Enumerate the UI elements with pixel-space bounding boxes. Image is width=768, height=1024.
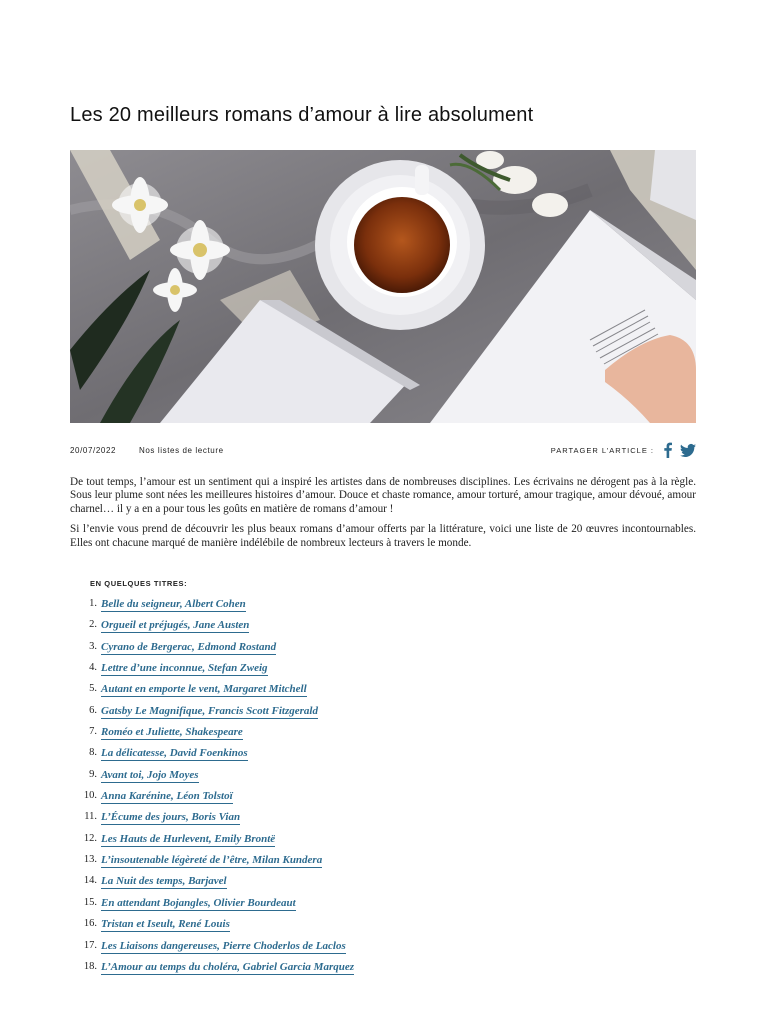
toc-item [70,897,570,918]
toc-number: 5. [89,683,97,695]
toc-link[interactable]: Roméo et Juliette, Shakespeare [101,726,243,739]
share-bar [551,440,696,460]
toc-link[interactable]: Avant toi, Jojo Moyes [101,768,199,781]
share-label: PARTAGER L’ARTICLE : [550,445,654,455]
toc-number: 17. [83,939,97,951]
toc-link[interactable]: Cyrano de Bergerac, Edmond Rostand [101,640,277,653]
intro-paragraph: De tout temps, l’amour est un sentiment qui a inspiré les artistes dans de nombreuses disciplines. Les écrivains ne dérogent pas à la règle. Sous leur plume sont nées les meilleures histoires d’amour. Douce et chaste romance, amour torturé, amour tragique, amour dévoué, amour charnel… il y a en a pour tous les goûts en matière de romans d’amour ! [70,476,696,515]
publish-date: 20/07/2022 [70,446,117,455]
toc-item [70,790,570,811]
twitter-icon[interactable] [680,442,696,458]
toc-number: 12. [83,832,97,844]
intro-paragraph: Si l’envie vous prend de découvrir les plus beaux romans d’amour offerts par la littérature, voici une liste de 20 œuvres incontournables. Elles ont chacune marqué de manière indélébile de nombreux lecteurs à travers le monde. [70,523,696,549]
toc-link[interactable]: Autant en emporte le vent, Margaret Mitchell [101,683,307,696]
category-link[interactable]: Nos listes de lecture [139,446,224,455]
toc-number: 4. [89,662,97,674]
toc-item [70,811,570,832]
toc-item [70,875,570,896]
toc-link[interactable]: Orgueil et préjugés, Jane Austen [101,619,250,632]
toc-item [70,747,570,768]
article-title: Les 20 meilleurs romans d’amour à lire absolument [70,104,534,126]
facebook-icon[interactable] [660,442,676,458]
toc-item [70,833,570,854]
toc-number: 13. [83,854,97,866]
toc-number: 15. [83,896,97,908]
toc-link[interactable]: Gatsby Le Magnifique, Francis Scott Fitzgerald [101,704,318,717]
toc-item [70,918,570,939]
toc-item [70,961,570,982]
toc-link[interactable]: L’insoutenable légèreté de l’être, Milan Kundera [101,854,323,867]
toc-number: 8. [89,747,97,759]
toc-link[interactable]: Tristan et Iseult, René Louis [101,918,230,931]
toc-item [70,726,570,747]
toc-item [70,598,570,619]
toc-link[interactable]: Lettre d’une inconnue, Stefan Zweig [101,662,268,675]
toc-link[interactable]: L’Écume des jours, Boris Vian [101,811,241,824]
toc-link[interactable]: La Nuit des temps, Barjavel [101,875,227,888]
toc-number: 18. [83,960,97,972]
hero-image [70,150,696,423]
toc-item [70,641,570,662]
toc-link[interactable]: La délicatesse, David Foenkinos [101,747,248,760]
toc-number: 9. [89,768,97,780]
toc-item [70,619,570,640]
toc-number: 1. [89,598,97,609]
toc-item [70,683,570,704]
article-intro [70,476,696,557]
toc-link[interactable]: Les Hauts de Hurlevent, Emily Brontë [101,832,276,845]
toc-number: 6. [89,704,97,716]
toc-link[interactable]: Les Liaisons dangereuses, Pierre Choderlos de Laclos [101,939,346,952]
toc-link[interactable]: Anna Karénine, Léon Tolstoï [101,790,233,803]
toc-number: 10. [83,790,97,802]
toc-number: 11. [84,811,97,823]
toc-item [70,705,570,726]
toc-heading: EN QUELQUES TITRES: [90,579,188,588]
table-of-contents [70,598,570,982]
toc-number: 3. [89,640,97,652]
toc-number: 14. [83,875,97,887]
toc-item [70,940,570,961]
toc-number: 16. [83,918,97,930]
toc-item [70,854,570,875]
toc-item [70,662,570,683]
toc-number: 7. [89,726,97,738]
article-meta [70,440,696,460]
toc-link[interactable]: L’Amour au temps du choléra, Gabriel Garcia Marquez [101,960,355,973]
toc-number: 2. [89,619,97,631]
toc-item [70,769,570,790]
toc-link[interactable]: Belle du seigneur, Albert Cohen [101,598,246,610]
toc-link[interactable]: En attendant Bojangles, Olivier Bourdeaut [101,896,296,909]
